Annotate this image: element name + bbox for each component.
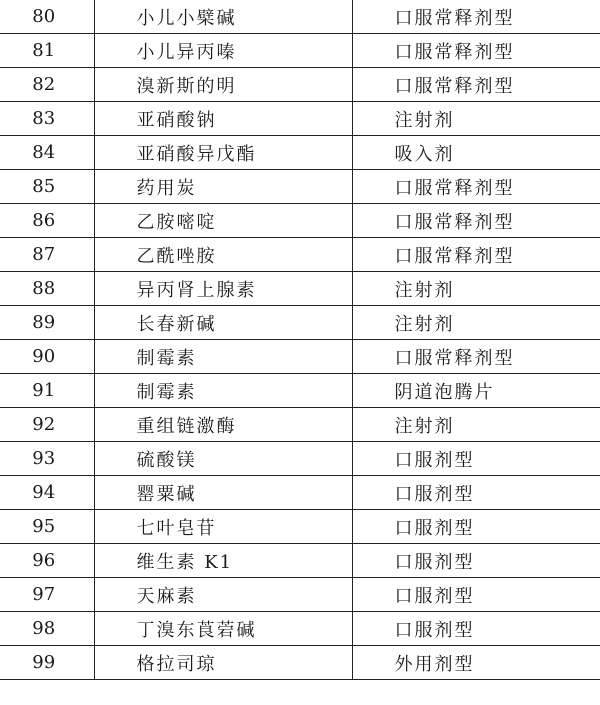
dosage-form-cell: 口服常释剂型: [352, 170, 600, 204]
dosage-form-cell: 口服剂型: [352, 578, 600, 612]
drug-name-cell: 丁溴东莨菪碱: [94, 612, 352, 646]
table-row: [0, 306, 600, 340]
row-number-cell: 85: [0, 170, 94, 204]
row-number-cell: 86: [0, 204, 94, 238]
table-row: [0, 476, 600, 510]
dosage-form-cell: 口服常释剂型: [352, 204, 600, 238]
drug-name-cell: 罂粟碱: [94, 476, 352, 510]
row-number-cell: 81: [0, 34, 94, 68]
dosage-form-cell: 注射剂: [352, 272, 600, 306]
table-row: [0, 34, 600, 68]
dosage-form-cell: 吸入剂: [352, 136, 600, 170]
row-number-cell: 89: [0, 306, 94, 340]
dosage-form-cell: 注射剂: [352, 408, 600, 442]
table-row: [0, 0, 600, 34]
table-row: [0, 646, 600, 680]
drug-name-cell: 药用炭: [94, 170, 352, 204]
row-number-cell: 94: [0, 476, 94, 510]
table-row: [0, 204, 600, 238]
table-row: [0, 442, 600, 476]
dosage-form-cell: 口服常释剂型: [352, 238, 600, 272]
row-number-cell: 80: [0, 0, 94, 34]
table-row: [0, 578, 600, 612]
drug-name-cell: 异丙肾上腺素: [94, 272, 352, 306]
table-row: [0, 408, 600, 442]
dosage-form-cell: 口服剂型: [352, 510, 600, 544]
drug-name-cell: 小儿小檗碱: [94, 0, 352, 34]
drug-name-cell: 长春新碱: [94, 306, 352, 340]
table-row: [0, 68, 600, 102]
table-row: [0, 136, 600, 170]
dosage-form-cell: 注射剂: [352, 102, 600, 136]
dosage-form-cell: 口服剂型: [352, 544, 600, 578]
row-number-cell: 96: [0, 544, 94, 578]
table-row: [0, 102, 600, 136]
dosage-form-cell: 注射剂: [352, 306, 600, 340]
drug-name-cell: 乙酰唑胺: [94, 238, 352, 272]
drug-name-cell: 天麻素: [94, 578, 352, 612]
row-number-cell: 97: [0, 578, 94, 612]
row-number-cell: 88: [0, 272, 94, 306]
drug-name-cell: 制霉素: [94, 374, 352, 408]
table-row: [0, 340, 600, 374]
row-number-cell: 98: [0, 612, 94, 646]
row-number-cell: 99: [0, 646, 94, 680]
row-number-cell: 90: [0, 340, 94, 374]
drug-name-cell: 乙胺嘧啶: [94, 204, 352, 238]
drug-name-cell: 硫酸镁: [94, 442, 352, 476]
dosage-form-cell: 口服常释剂型: [352, 0, 600, 34]
drug-name-cell: 制霉素: [94, 340, 352, 374]
table-row: [0, 510, 600, 544]
row-number-cell: 92: [0, 408, 94, 442]
table-row: [0, 612, 600, 646]
dosage-form-cell: 口服常释剂型: [352, 68, 600, 102]
row-number-cell: 93: [0, 442, 94, 476]
row-number-cell: 82: [0, 68, 94, 102]
table-row: [0, 272, 600, 306]
row-number-cell: 84: [0, 136, 94, 170]
dosage-form-cell: 口服常释剂型: [352, 34, 600, 68]
dosage-form-cell: 口服剂型: [352, 612, 600, 646]
dosage-form-cell: 口服剂型: [352, 476, 600, 510]
dosage-form-cell: 外用剂型: [352, 646, 600, 680]
table-row: [0, 544, 600, 578]
dosage-form-cell: 阴道泡腾片: [352, 374, 600, 408]
row-number-cell: 91: [0, 374, 94, 408]
table-row: [0, 374, 600, 408]
table-row: [0, 238, 600, 272]
dosage-form-cell: 口服常释剂型: [352, 340, 600, 374]
table-row: [0, 170, 600, 204]
drug-name-cell: 亚硝酸异戊酯: [94, 136, 352, 170]
drug-name-cell: 小儿异丙嗪: [94, 34, 352, 68]
row-number-cell: 83: [0, 102, 94, 136]
drug-name-cell: 七叶皂苷: [94, 510, 352, 544]
drug-name-cell: 重组链激酶: [94, 408, 352, 442]
drug-name-cell: 格拉司琼: [94, 646, 352, 680]
drug-name-cell: 亚硝酸钠: [94, 102, 352, 136]
drug-name-cell: 溴新斯的明: [94, 68, 352, 102]
drug-name-cell: 维生素 K1: [94, 544, 352, 578]
dosage-form-cell: 口服剂型: [352, 442, 600, 476]
row-number-cell: 87: [0, 238, 94, 272]
row-number-cell: 95: [0, 510, 94, 544]
